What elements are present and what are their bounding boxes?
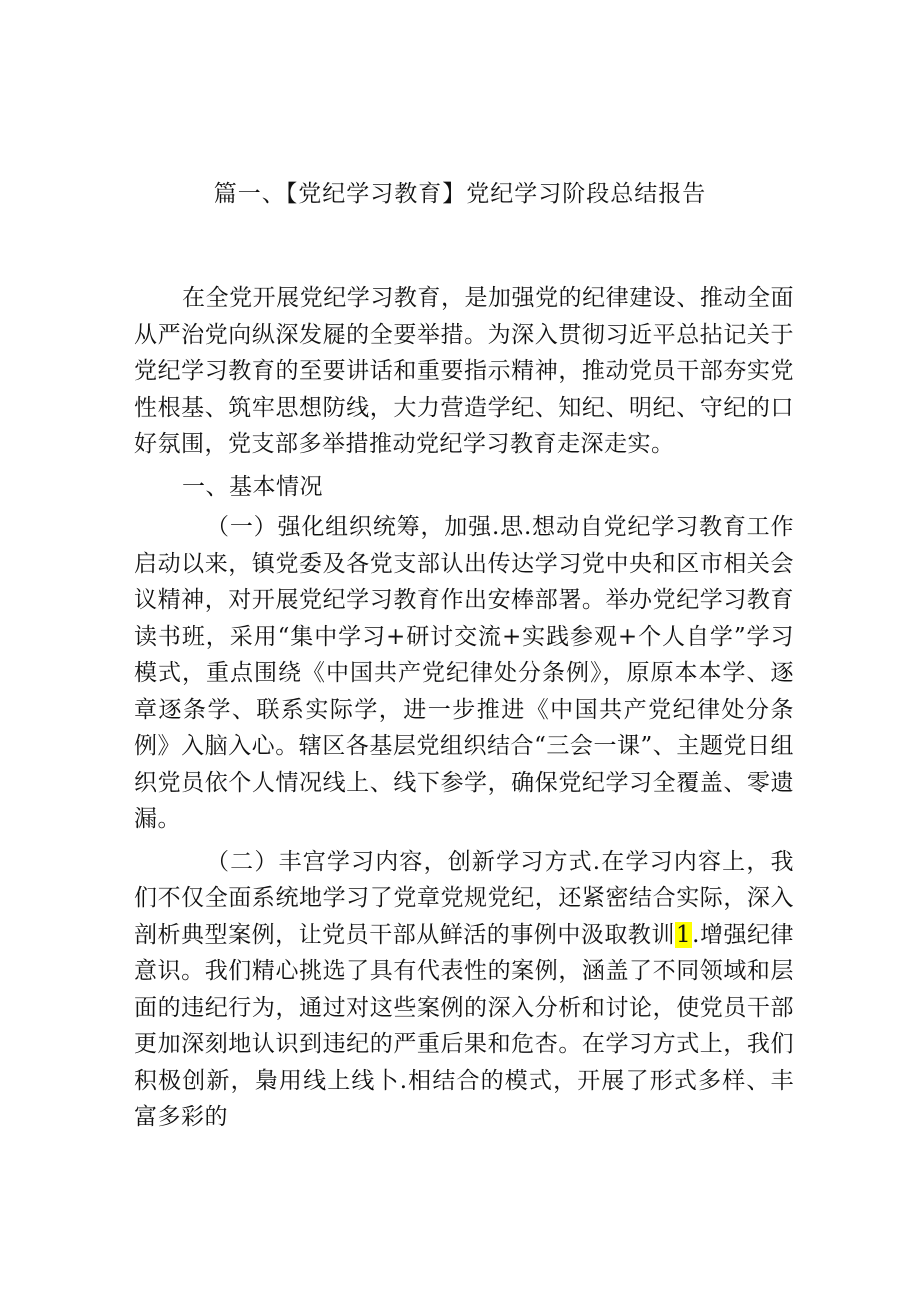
item-paragraph-2 [134, 844, 794, 1136]
document-body [134, 280, 794, 1136]
item2-text-after: .增强纪律意识。我们精心挑选了具有代表性的案例，涵盖了不同领域和层面的违纪行为，通过对这些案例的深入分析和讨论，使党员干部更加深刻地认识到违纪的严重后果和危杏。在学习方式上，我们积极创新，梟用线上线卜.相结合的模式，开展了形式多样、丰富多彩的 [134, 921, 795, 1130]
item2-text-before: （二）丰宫学习内容，创新学习方式.在学习内容上，我们不仅全面系统地学习了党章党规党纪，还紧密结合实际，深入剖析典型案例，让党员干部从鲜活的事例中汲取教训 [134, 848, 794, 948]
document-title: 篇一、【党纪学习教育】党纪学习阶段总结报告 [213, 181, 707, 207]
highlighted-text: 1 [675, 921, 692, 948]
item-paragraph-1: （一）强化组织统筹，加强.思.想动自党纪学习教育工作启动以来，镇党委及各党支部认出传达学习党中央和区市相关会议精神，对开展党纪学习教育作出安棒部署。举办党纪学习教育读书班，采用“集中学习+研讨交流+实践参观+个人自学”学习模式，重点围绕《中国共产党纪律处分条例》，原原本本学、逐章逐条学、联系实际学，进一步推进《中国共产党纪律处分条例》入脑入心。辖区各基层党组织结合“三会一课”、主题党日组织党员依个人情况线上、线下参学，确保党纪学习全覆盖、零遗漏。 [134, 514, 794, 832]
section-heading-basic-situation: 一、基本情况 [182, 473, 323, 500]
intro-paragraph: 在全党开展党纪学习教育，是加强党的纪律建设、推动全面从严治党向纵深发屣的全要举措。为深入贯彻习近平总拈记关于党纪学习教育的至要讲话和重要指示精神，推动党员干部夯实党性根基、筑牢思想防线，大力营造学纪、知纪、明纪、守纪的口好氛围，党支部多举措推动党纪学习教育走深走实。 [134, 285, 794, 457]
